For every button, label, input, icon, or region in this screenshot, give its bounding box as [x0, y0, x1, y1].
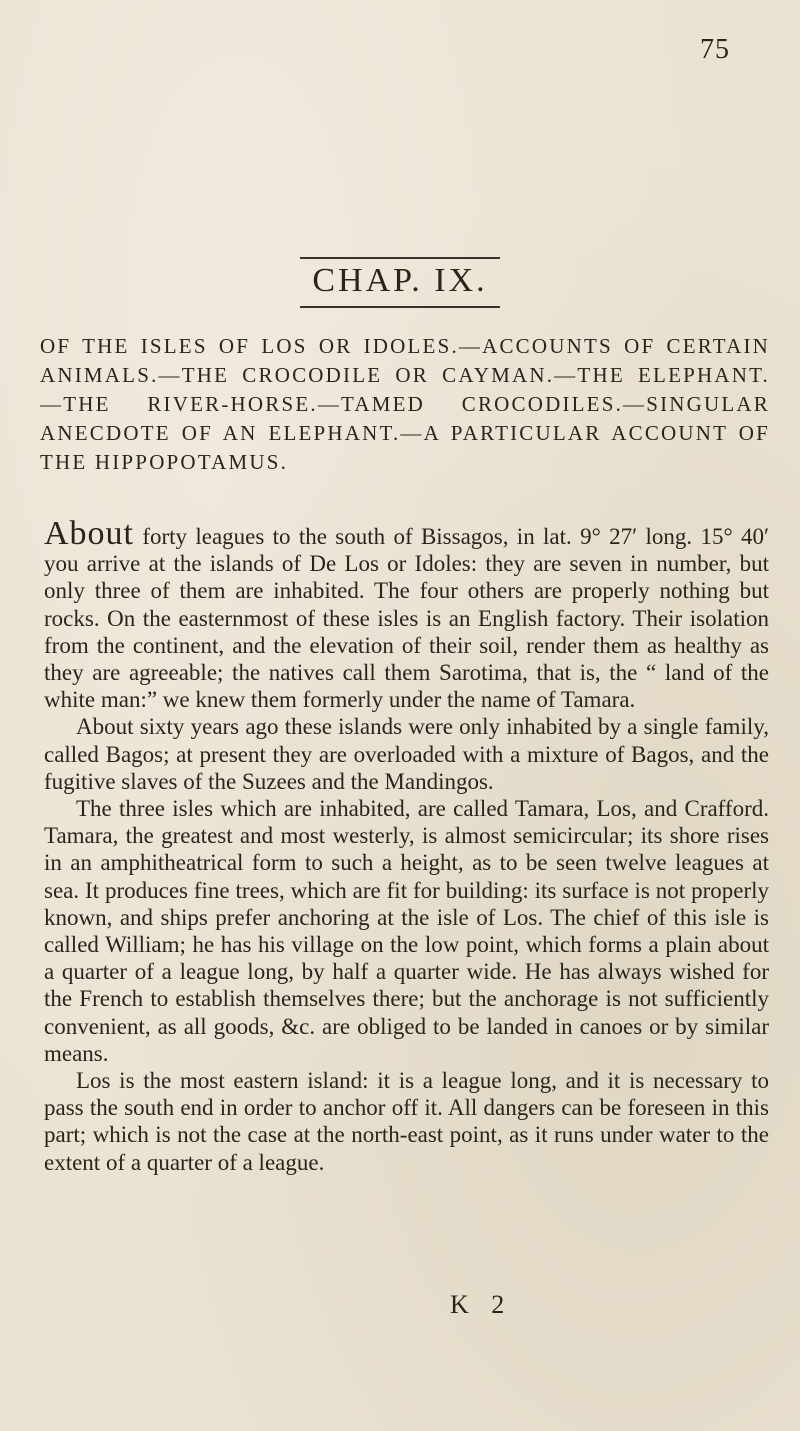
title-rule-bottom [300, 306, 500, 308]
paragraph-4: Los is the most eastern island: it is a league long, and it is necessary to pass the south end in order to anchor off it. All dangers can be foreseen in this part; which is not the case at the north-east point, as it runs under water to the extent of a quarter of a league. [44, 1068, 769, 1175]
page-number: 75 [700, 34, 730, 65]
opening-word: About [44, 515, 134, 552]
title-rule-top [300, 257, 500, 259]
chapter-summary: OF THE ISLES OF LOS OR IDOLES.—ACCOUNTS OF CERTAIN ANIMALS.—THE CROCODILE OR CAYMAN.—THE ELEPHANT.—THE RIVER-HORSE.—TAMED CROCODILES.—SINGULAR ANECDOTE OF AN ELEPHANT.—A PARTICULAR ACCOUNT OF THE HIPPOPOTAMUS. [40, 334, 770, 474]
paragraph-3: The three isles which are inhabited, are called Tamara, Los, and Crafford. Tamara, the greatest and most westerly, is almost semicircular; its shore rises in an amphitheatrical form to such a height, as to be seen twelve leagues at sea. It produces fine trees, which are fit for building: its surface is not properly known, and ships prefer anchoring at the isle of Los. The chief of this isle is called William; he has his village on the low point, which forms a plain about a quarter of a league long, by half a quarter wide. He has always wished for the French to establish themselves there; but the anchorage is not sufficiently convenient, as all goods, &c. are obliged to be landed in canoes or by similar means. [44, 796, 769, 1066]
paragraph-1-text: forty leagues to the south of Bissagos, in lat. 9° 27′ long. 15° 40′ you arrive at the islands of De Los or Idoles: they are seven in number, but only three of them are inhabited. The four others are properly nothing but rocks. On the easternmost of these isles is an English factory. Their isolation from the continent, and the elevation of their soil, render them as healthy as they are agreeable; the natives call them Sarotima, that is, the “ land of the white man:” we knew them formerly under the name of Tamara. [44, 524, 769, 713]
paragraph-1 [44, 515, 769, 713]
body-text [44, 515, 769, 1176]
signature-mark: K 2 [450, 1290, 513, 1319]
paragraph-2: About sixty years ago these islands were only inhabited by a single family, called Bagos; at present they are overloaded with a mixture of Bagos, and the fugitive slaves of the Suzees and the Mandingos. [44, 714, 769, 794]
chapter-title: CHAP. IX. [312, 262, 488, 299]
